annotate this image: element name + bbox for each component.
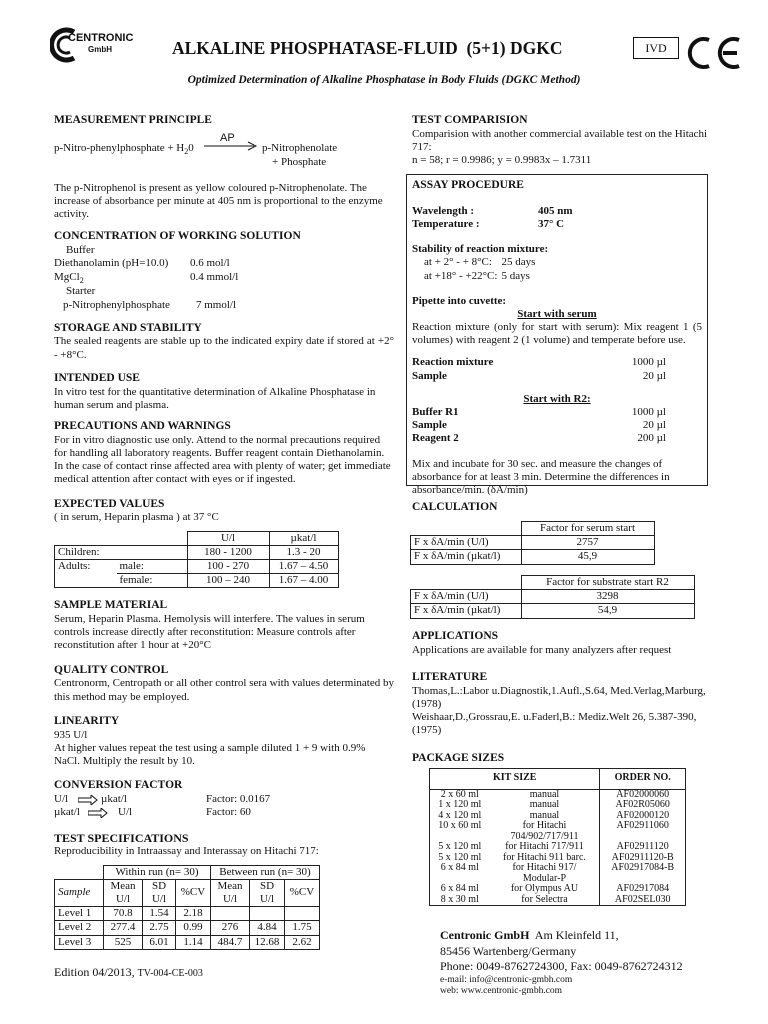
comparison-stats: n = 58; r = 0.9986; y = 0.9983x – 1.7311	[412, 154, 592, 167]
storage-text: The sealed reagents are stable up to the indicated expiry date if stored at +2° - +8°C.	[54, 335, 394, 361]
package-row	[430, 895, 686, 906]
reactant-subscript: 2	[184, 146, 189, 156]
table-row	[411, 550, 655, 564]
package-type: for Hitachi 917/	[490, 863, 600, 874]
level-cell: Level 2	[55, 921, 104, 935]
sd-label: SD	[259, 879, 275, 892]
component-value: 0.6 mol/l	[190, 257, 230, 270]
comparison-text: Comparision with another commercial available test on the Hitachi 717:	[412, 127, 708, 153]
table-row	[55, 907, 320, 921]
sex-cell	[117, 545, 188, 559]
applications-heading: APPLICATIONS	[412, 630, 499, 642]
column-header: Within run (n= 30)	[104, 865, 211, 879]
value-cell: 277.4	[104, 921, 143, 935]
serum-text: Reaction mixture (only for start with serum): Mix reagent 1 (5 volumes) with reagent 2 (1 volume) and temperate before use.	[412, 321, 702, 347]
volume-label: Reaction mixture	[412, 356, 494, 369]
package-heading: PACKAGE SIZES	[412, 751, 505, 764]
sample-heading: SAMPLE MATERIAL	[54, 599, 168, 612]
assay-procedure-box	[406, 174, 708, 496]
reactant-text: p-Nitro-phenylphosphate + H	[54, 141, 185, 154]
package-size: 8 x 30 ml	[440, 893, 479, 905]
pipette-heading: Pipette into cuvette:	[412, 294, 507, 307]
package-order-no: AF02917084	[616, 883, 670, 894]
value-cell: 6.01	[143, 935, 176, 949]
package-order-no: AF02911120	[616, 841, 669, 852]
company-address	[440, 928, 740, 998]
param-value: 37° C	[538, 217, 565, 230]
logo-subtext: GmbH	[88, 45, 112, 54]
reactant-o: 0	[188, 141, 194, 154]
column-header	[250, 879, 285, 906]
table-row	[409, 419, 669, 432]
factor-value: 54,9	[521, 604, 694, 618]
value-cell: 2.62	[285, 935, 320, 949]
value-ul: 100 – 240	[187, 574, 269, 588]
column-header: %CV	[285, 879, 320, 906]
factor-value: 45,9	[521, 550, 654, 564]
value-cell: 525	[104, 935, 143, 949]
quality-text: Centronorm, Centropath or all other control sera with values determinated by this method may be employed.	[54, 677, 394, 703]
param-label: Wavelength :	[412, 204, 475, 217]
calculation-heading: CALCULATION	[412, 501, 498, 513]
table-row	[51, 257, 241, 270]
table-row	[409, 356, 669, 369]
literature-heading: LITERATURE	[412, 670, 488, 683]
left-column	[54, 114, 394, 950]
table-header-row	[55, 865, 320, 879]
component-name	[51, 271, 187, 286]
empty-cell	[411, 522, 522, 536]
calculation-section	[412, 501, 712, 515]
sample-text: Serum, Heparin Plasma. Hemolysis will interfere. The values in serum controls increase directly after reconstitution: Measure controls after reconstitution after 1 hour at +20°C	[54, 613, 365, 652]
conversion-to: U/l	[118, 806, 133, 818]
calculation-table-substrate	[410, 575, 695, 619]
package-size: 1 x 120 ml	[438, 799, 482, 810]
precautions-heading: PRECAUTIONS AND WARNINGS	[54, 420, 231, 433]
unit-label: U/l	[222, 892, 238, 905]
level-cell: Level 3	[55, 935, 104, 949]
principle-text: The p-Nitrophenol is present as yellow coloured p-Nitrophenolate. The increase of absorbance per minute at 405 nm is proportional to the enzyme activity.	[54, 181, 383, 221]
specs-heading: TEST SPECIFICATIONS	[54, 831, 189, 845]
assay-heading: ASSAY PROCEDURE	[412, 179, 524, 191]
package-type: for Selectra	[490, 895, 600, 906]
package-type: manual	[490, 800, 600, 811]
value-cell: 1.75	[285, 921, 320, 935]
right-column	[412, 114, 714, 167]
unit-label: U/l	[259, 892, 275, 905]
value-cell: 276	[211, 921, 250, 935]
company-logo	[50, 26, 150, 66]
concentration-list	[66, 244, 394, 257]
linearity-heading: LINEARITY	[54, 714, 120, 727]
table-row	[409, 432, 669, 445]
company-email: e-mail: info@centronic-gmbh.com	[440, 974, 573, 985]
table-header-row	[430, 769, 686, 790]
arrow-right-icon	[78, 795, 98, 805]
reactant	[54, 142, 194, 157]
package-size: 10 x 60 ml	[438, 820, 482, 831]
table-row	[63, 299, 239, 312]
package-type: for Olympus AU	[490, 884, 600, 895]
company-name-line	[440, 928, 740, 944]
literature-1: Thomas,L.:Labor u.Diagnostik,1.Aufl.,S.64, Med.Verlag,Marburg,(1978)	[412, 684, 706, 710]
volume-value: 1000 µl	[631, 406, 666, 419]
param-label: Temperature :	[412, 217, 480, 230]
table-row	[409, 205, 576, 218]
page-title: ALKALINE PHOSPHATASE-FLUID (5+1) DGKC	[172, 38, 563, 58]
package-order-no: AF02911060	[616, 820, 669, 831]
value-cell	[285, 907, 320, 921]
column-header	[143, 879, 176, 906]
package-type: Modular-P	[490, 874, 600, 885]
product-1: p-Nitrophenolate	[262, 141, 338, 154]
sex-cell: male:	[117, 559, 188, 573]
factor-label: F x δA/min (U/l)	[411, 536, 522, 550]
empty-cell	[55, 531, 117, 545]
intended-heading: INTENDED USE	[54, 371, 140, 384]
stability-table	[424, 256, 535, 282]
table-row	[55, 935, 320, 949]
package-rows	[430, 789, 686, 906]
principle-heading: MEASUREMENT PRINCIPLE	[54, 114, 212, 126]
value-ul: 100 - 270	[187, 559, 269, 573]
column-header: U/l	[187, 531, 269, 545]
value-cell: 4.84	[250, 921, 285, 935]
table-row	[55, 545, 339, 559]
empty-cell	[411, 576, 522, 590]
ivd-badge: IVD	[633, 37, 679, 59]
value-ukat: 1.67 – 4.00	[269, 574, 338, 588]
component-name: Diethanolamin (pH=10.0)	[54, 257, 169, 270]
volume-value: 20 µl	[642, 369, 666, 382]
value-cell: 70.8	[104, 907, 143, 921]
table-header-row	[55, 879, 320, 906]
edition-line	[54, 965, 203, 980]
edition-text: Edition 04/2013,	[54, 965, 135, 979]
package-type: for Hitachi 717/911	[490, 842, 600, 853]
group-cell	[55, 574, 117, 588]
factor-label: F x δA/min (µkat/l)	[411, 550, 522, 564]
conversion-factor: Factor: 60	[206, 806, 251, 818]
component-name: p-Nitrophenylphosphate	[63, 298, 170, 311]
stability-range: at +18° - +22°C:	[424, 269, 498, 282]
column-header: KIT SIZE	[430, 769, 600, 790]
value-cell	[211, 907, 250, 921]
company-phone: Phone: 0049-8762724300, Fax: 0049-8762724312	[440, 959, 683, 974]
package-row	[430, 821, 686, 832]
sex-cell: female:	[117, 574, 188, 588]
company-city: 85456 Wartenberg/Germany	[440, 943, 577, 958]
package-order-no: AF02R05060	[615, 799, 670, 810]
value-cell: 12.68	[250, 935, 285, 949]
value-cell: 1.54	[143, 907, 176, 921]
table-row	[55, 921, 320, 935]
page-subtitle: Optimized Determination of Alkaline Phosphatase in Body Fluids (DGKC Method)	[187, 74, 581, 86]
precautions-text: For in vitro diagnostic use only. Attend to the normal precautions required for handling all laboratory reagents. Buffer reagent contain Diethanolamin. In the case of contact rinse affected area with plenty of water; get immediate medical attention after contact with eyes or if ingested.	[54, 433, 391, 486]
value-cell: 484.7	[211, 935, 250, 949]
serum-volumes-table	[409, 356, 669, 382]
table-row	[424, 270, 535, 283]
column-header: Factor for serum start	[521, 522, 654, 536]
column-header: ORDER NO.	[600, 769, 686, 790]
starter-label: Starter	[66, 285, 96, 298]
table-row	[409, 370, 669, 383]
product-2: + Phosphate	[272, 155, 327, 168]
value-cell: 2.18	[176, 907, 211, 921]
expected-values-table	[54, 531, 339, 589]
package-row	[430, 863, 686, 874]
group-cell: Adults:	[55, 559, 117, 573]
value-ukat: 1.67 – 4.50	[269, 559, 338, 573]
conversion-to: µkat/l	[101, 793, 127, 805]
empty-cell	[117, 531, 188, 545]
r2-volumes-table	[409, 406, 669, 446]
logo-text: CENTRONIC	[68, 32, 134, 44]
conversion-from: U/l	[54, 793, 69, 805]
package-type: 704/902/717/911	[490, 832, 600, 843]
company-street: Am Kleinfeld 11,	[534, 928, 619, 942]
table-row	[51, 271, 241, 286]
assay-final-text: Mix and incubate for 30 sec. and measure the changes of absorbance for at least 3 min. Determine the differences in absorbance/min. (δA/min)	[412, 457, 670, 496]
factor-label: F x δA/min (U/l)	[411, 590, 522, 604]
table-header-row	[55, 531, 339, 545]
package-size: 6 x 84 ml	[440, 883, 479, 894]
expected-heading: EXPECTED VALUES	[54, 497, 165, 510]
company-web: web: www.centronic-gmbh.com	[440, 986, 563, 997]
package-size: 2 x 60 ml	[440, 788, 479, 800]
stability-time: 5 days	[501, 269, 530, 282]
linearity-text: At higher values repeat the test using a sample diluted 1 + 9 with 0.9% NaCl. Multiply the result by 10.	[54, 741, 366, 768]
unit-label: U/l	[115, 892, 131, 905]
package-order-no: AF02000060	[616, 788, 670, 800]
package-size: 6 x 84 ml	[440, 862, 479, 873]
concentration-heading: CONCENTRATION OF WORKING SOLUTION	[54, 230, 301, 243]
volume-value: 1000 µl	[631, 356, 666, 369]
buffer-label: Buffer	[66, 244, 95, 257]
intended-text: In vitro test for the quantitative determination of Alkaline Phosphatase in human serum and plasma.	[54, 385, 376, 411]
mgcl-subscript: 2	[79, 275, 84, 285]
package-order-no: AF02SEL030	[614, 893, 671, 905]
factor-label: F x δA/min (µkat/l)	[411, 604, 522, 618]
package-order-no: AF02917084-B	[611, 862, 675, 873]
volume-label: Sample	[412, 369, 447, 382]
enzyme-label: AP	[220, 131, 235, 144]
mgcl-text: MgCl	[54, 270, 80, 283]
column-header: Between run (n= 30)	[211, 865, 320, 879]
volume-label: Reagent 2	[412, 432, 459, 445]
package-size: 5 x 120 ml	[438, 841, 482, 852]
column-header: µkat/l	[269, 531, 338, 545]
param-value: 405 nm	[538, 204, 573, 217]
table-row	[409, 406, 669, 419]
calculation-table-serum	[410, 521, 655, 565]
value-cell: 0.99	[176, 921, 211, 935]
table-row	[55, 559, 339, 573]
group-cell: Children:	[55, 545, 117, 559]
mean-label: Mean	[110, 879, 136, 892]
value-ul: 180 - 1200	[187, 545, 269, 559]
package-type: manual	[490, 811, 600, 822]
stability-time: 25 days	[501, 256, 536, 269]
package-table	[429, 768, 686, 906]
concentration-table	[51, 257, 241, 285]
conversion-rows	[54, 793, 394, 821]
column-header: Factor for substrate start R2	[521, 576, 694, 590]
value-cell: 1.14	[176, 935, 211, 949]
mean-label: Mean	[217, 879, 243, 892]
applications-text: Applications are available for many analyzers after request	[412, 643, 672, 656]
serum-heading: Start with serum	[517, 307, 597, 320]
volume-value: 20 µl	[642, 419, 666, 432]
table-row	[409, 218, 576, 231]
reaction-equation	[54, 132, 394, 168]
table-row	[424, 256, 535, 269]
column-header: Sample	[55, 879, 104, 906]
stability-range: at + 2° - + 8°C:	[424, 256, 492, 269]
literature-2: Weishaar,D.,Grossrau,E. u.Faderl,B.: Mediz.Welt 26, 5.387-390,(1975)	[412, 711, 697, 737]
expected-subtext: ( in serum, Heparin plasma ) at 37 °C	[54, 511, 219, 524]
package-row	[430, 884, 686, 895]
conversion-factor: Factor: 0.0167	[206, 793, 271, 805]
stability-heading: Stability of reaction mixture:	[412, 243, 549, 256]
table-row	[411, 590, 695, 604]
level-cell: Level 1	[55, 907, 104, 921]
specs-subtext: Reproducibility in Intraassay and Interassay on Hitachi 717:	[54, 845, 319, 858]
quality-heading: QUALITY CONTROL	[54, 663, 169, 676]
sd-label: SD	[151, 879, 167, 892]
column-header: %CV	[176, 879, 211, 906]
component-value: 7 mmol/l	[196, 298, 237, 311]
package-size: 5 x 120 ml	[438, 851, 482, 863]
table-row	[55, 574, 339, 588]
ce-mark-icon	[683, 36, 743, 74]
table-row	[411, 536, 655, 550]
package-type: for Hitachi	[490, 821, 600, 832]
package-type: for Hitachi 911 barc.	[490, 853, 600, 864]
value-cell: 2.75	[143, 921, 176, 935]
empty-cell	[55, 865, 104, 879]
volume-value: 200 µl	[637, 432, 666, 445]
table-row	[411, 604, 695, 618]
package-order-no: AF02911120-B	[611, 851, 674, 863]
component-value: 0.4 mmol/l	[190, 271, 239, 284]
package-type: manual	[490, 789, 600, 800]
factor-value: 3298	[521, 590, 694, 604]
value-cell	[250, 907, 285, 921]
storage-heading: STORAGE AND STABILITY	[54, 321, 202, 334]
edition-code: TV-004-CE-003	[137, 968, 203, 979]
package-row	[430, 800, 686, 811]
factor-value: 2757	[521, 536, 654, 550]
company-name: Centronic GmbH	[440, 928, 530, 942]
volume-label: Sample	[412, 419, 447, 432]
r2-heading: Start with R2:	[523, 392, 591, 405]
arrow-right-icon	[88, 808, 108, 818]
specs-table	[54, 865, 320, 950]
value-ukat: 1.3 - 20	[269, 545, 338, 559]
conversion-heading: CONVERSION FACTOR	[54, 779, 183, 792]
applications-section	[412, 630, 712, 765]
starter-table	[63, 299, 239, 312]
column-header	[211, 879, 250, 906]
linearity-value: 935 U/l	[54, 728, 88, 741]
comparison-heading: TEST COMPARISION	[412, 114, 528, 126]
table-header-row	[411, 522, 655, 536]
assay-params-table	[409, 205, 576, 231]
unit-label: U/l	[151, 892, 167, 905]
volume-label: Buffer R1	[412, 406, 459, 419]
package-order-no: AF02000120	[616, 809, 670, 821]
reaction-arrow-icon	[204, 141, 258, 151]
table-header-row	[411, 576, 695, 590]
conversion-from: µkat/l	[54, 806, 80, 818]
column-header	[104, 879, 143, 906]
package-size: 4 x 120 ml	[438, 809, 482, 821]
package-row	[430, 842, 686, 853]
